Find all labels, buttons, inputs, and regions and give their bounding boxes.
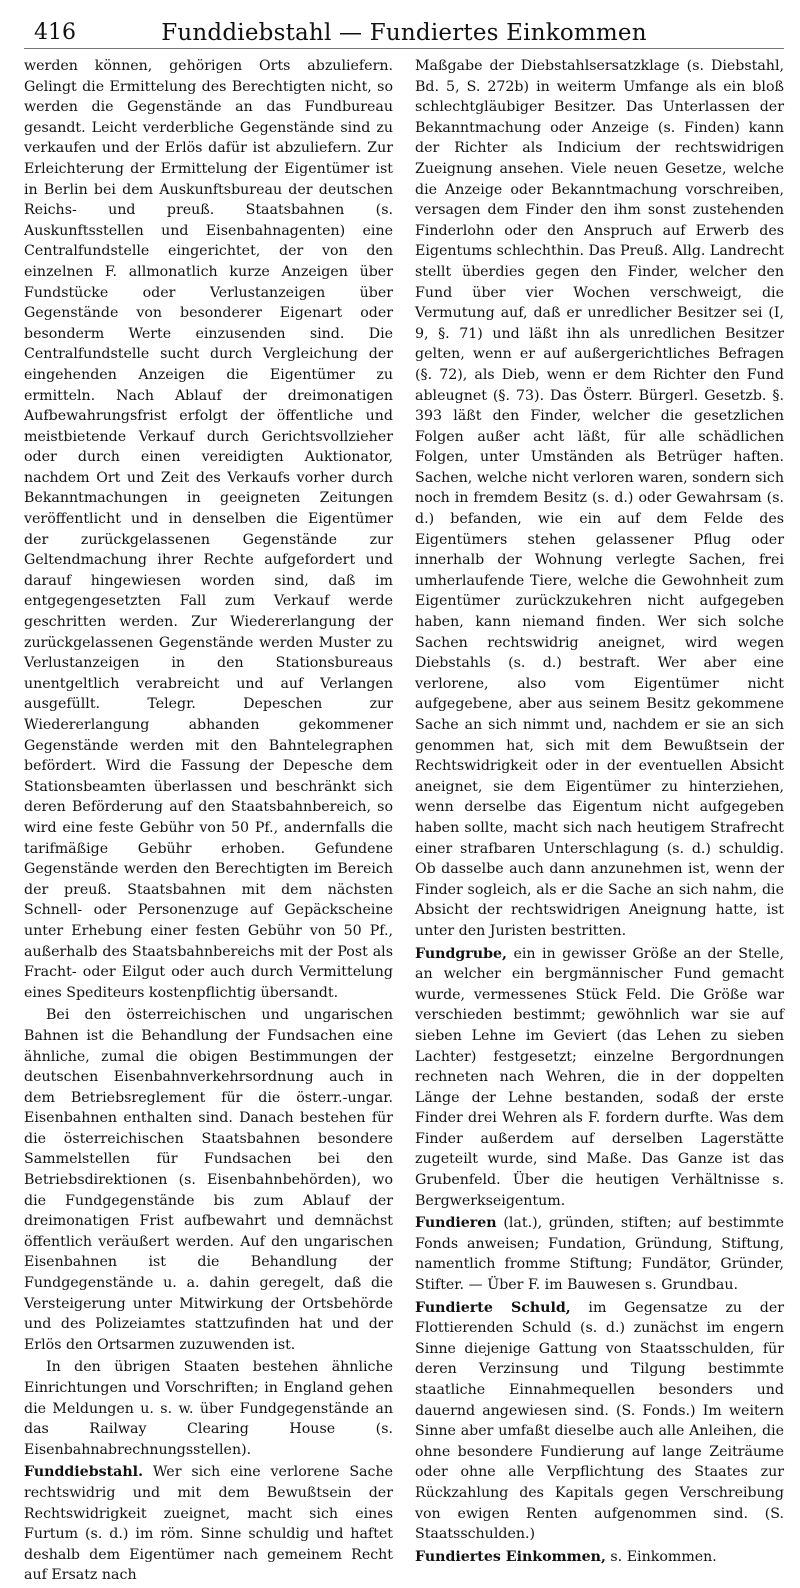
page-header [24, 8, 784, 49]
entry-fundiertes-einkommen [415, 1547, 784, 1568]
entry-title-fundgrube: Fundgrube, [415, 945, 507, 962]
paragraph-austria-hungary: Bei den österreichischen und ungarischen Bahnen ist die Behandlung der Fundsachen eine ähnliche, zumal die obigen Bestimmungen der deutschen Eisenbahnverkehrsordnung auch in dem Betriebsreglement für die österr.-ungar. Eisenbahnen enthalten sind. Danach bestehen für die österreichischen Staatsbahnen besondere Sammelstellen für Fundsachen bei den Betriebsdirektionen (s. Eisenbahnbehörden), wo die Fundgegenstände bis zum Ablauf der dreimonatigen Frist aufbewahrt und demnächst öffentlich veräußert werden. Auf den ungarischen Eisenbahnen ist die Behandlung der Fundgegenstände u. a. dahin geregelt, daß die Versteigerung unter Mitwirkung der Ortsbehörde und des Polizeiamtes stattzufinden hat und der Erlös den Ortsarmen zuzuwenden ist. [24, 1007, 393, 1353]
right-column [415, 56, 784, 1588]
entry-text-fundgrube: ein in gewisser Größe an der Stelle, an welcher ein bergmännischer Fund gemacht wurde, vermessenes Stück Feld. Die Größe war verschieden bestimmt; gewöhnlich war sie auf sieben Lehne im Geviert (das Lehen zu sieben Lachter) festgesetzt; einzelne Bergordnungen rechneten nach Wehren, die in der doppelten Länge der Lehne bestanden, sodaß der erste Finder drei Wehren als F. fordern durfte. Was dem Finder außerdem auf derselben Lagerstätte zugeteilt wurde, sind Maße. Das Ganze ist das Grubenfeld. Über die heutigen Verhältnisse s. Bergwerkseigentum. [415, 945, 784, 1209]
entry-text-fundiertes-einkommen: s. Einkommen. [605, 1548, 717, 1565]
entry-text-fundierte-schuld: im Gegensatze zu der Flottierenden Schuld (s. d.) zunächst im engern Sinne diejenige Gattung von Staatsschulden, für deren Verzinsung und Tilgung bestimmte staatliche Einnahmequellen besonders und dauernd angewiesen sind. (S. Fonds.) Im weitern Sinne aber umfaßt dieselbe auch alle Anleihen, die ohne besondere Fundierung auf lange Zeiträume oder ohne alle Verpflichtung des Staates zur Rückzahlung des Kapitals gegen Verschreibung von ewigen Renten aufgenommen sind. (S. Staatsschulden.) [415, 1299, 785, 1543]
paragraph-other-states: In den übrigen Staaten bestehen ähnliche Einrichtungen und Vorschriften; in England gehen die Meldungen u. s. w. über Fundgegenstände an das Railway Clearing House (s. Eisenbahnabrechnungsstellen). [24, 1359, 393, 1458]
paragraph-funddiebstahl-continued: Maßgabe der Diebstahlsersatzklage (s. Diebstahl, Bd. 5, S. 272b) in weiterm Umfange als ein bloß schlechtgläubiger Besitzer. Das Unterlassen der Bekanntmachung oder Anzeige (s. Finden) kann der Richter als Indicium der rechtswidrigen Zueignung ansehen. Viele neuen Gesetze, welche die Anzeige oder Bekanntmachung vorschreiben, versagen dem Finder den ihm sonst zustehenden Finderlohn oder den Anspruch auf Erwerb des Eigentums schlechthin. Das Preuß. Allg. Landrecht stellt überdies gegen den Finder, welcher den Fund über vier Wochen verschweigt, die Vermutung auf, daß er unredlicher Besitzer sei (I, 9, §. 71) und läßt ihn als unredlichen Besitzer gelten, wenn er auf außergerichtliches Befragen (§. 72), als Dieb, wenn er dem Richter den Fund ableugnet (§. 73). Das Österr. Bürgerl. Gesetzb. §. 393 läßt den Finder, welcher die gesetzlichen Folgen außer acht läßt, für alle schädlichen Folgen, unter Umständen als Betrüger haften. Sachen, welche nicht verloren waren, sondern sich noch in fremdem Besitz (s. d.) oder Gewahrsam (s. d.) befanden, wie ein auf dem Felde des Eigentümers stehen gelassener Pflug oder innerhalb der Wohnung verlegte Sachen, frei umherlaufende Tiere, welche die Gewohnheit zum Eigentümer zurückzukehren nicht aufgegeben haben, kann niemand finden. Wer sich solche Sachen rechtswidrig aneignet, wird wegen Diebstahls (s. d.) bestraft. Wer aber eine verlorene, also vom Eigentümer nicht aufgegebene, aber aus seinem Besitz gekommene Sache an sich nimmt und, nachdem er sie an sich genommen hat, sich mit dem Bewußtsein der Rechtswidrigkeit oder in der eventuellen Absicht aneignet, sie dem Eigentümer zu hinterziehen, wenn derselbe das Eigentum nicht aufgegeben haben sollte, macht sich nach heutigem Strafrecht einer strafbaren Unterschlagung (s. d.) schuldig. Ob dasselbe auch dann anzunehmen ist, wenn der Finder sogleich, als er die Sache an sich nahm, die Absicht der rechtswidrigen Aneignung hatte, ist unter den Juristen bestritten. [415, 58, 784, 939]
entry-title-funddiebstahl: Funddiebstahl. [24, 1464, 144, 1481]
page-title: Funddiebstahl — Fundiertes Einkommen [161, 20, 647, 46]
entry-text-funddiebstahl: Wer sich eine verlorene Sache rechtswidrig und mit dem Bewußtsein der Rechtswidrigkeit zueignet, macht sich eines Furtum (s. d.) im röm. Sinne schuldig und haftet deshalb dem Eigentümer nach gemeinem Recht auf Ersatz nach [24, 1464, 393, 1584]
entry-fundgrube [415, 944, 784, 1212]
left-column [24, 56, 393, 1588]
text-columns [24, 56, 785, 1584]
entry-fundieren [415, 1213, 784, 1295]
entry-title-fundieren: Fundieren [415, 1215, 497, 1232]
page-number: 416 [34, 20, 76, 45]
entry-title-fundierte-schuld: Fundierte Schuld, [415, 1299, 571, 1316]
paragraph-fundbureau: werden können, gehörigen Orts abzuliefern. Gelingt die Ermittelung des Berechtigten nicht, so werden die Gegenstände an das Fundbureau gesandt. Leicht verderbliche Gegenstände sind zu verkaufen und der Erlös dafür ist abzuliefern. Zur Erleichterung der Ermittelung der Eigentümer ist in Berlin bei dem Auskunftsbureau der deutschen Reichs- und preuß. Staatsbahnen (s. Auskunftsstellen und Eisenbahnagenten) eine Centralfundstelle eingerichtet, der von den einzelnen F. allmonatlich kurze Anzeigen über Fundstücke oder Verlustanzeigen über Gegenstände von besonderer Eigenart oder besonderm Werte einzusenden sind. Die Centralfundstelle sucht durch Vergleichung der eingehenden Anzeigen die Eigentümer zu ermitteln. Nach Ablauf der dreimonatigen Aufbewahrungsfrist erfolgt der öffentliche und meistbietende Verkauf durch Gerichtsvollzieher oder durch einen vereidigten Auktionator, nachdem Ort und Zeit des Verkaufs vorher durch Bekanntmachungen in geeigneten Zeitungen veröffentlicht und in denselben die Eigentümer der zurückgelassenen Gegenstände zur Geltendmachung ihrer Rechte aufgefordert und darauf hingewiesen worden sind, daß im entgegengesetzten Fall zum Verkauf werde geschritten werden. Zur Wiedererlangung der zurückgelassenen Gegenstände werden Muster zu Verlustanzeigen in den Stationsbureaus unentgeltlich verabreicht und auf Verlangen ausgefüllt. Telegr. Depeschen zur Wiedererlangung abhanden gekommener Gegenstände werden mit den Bahntelegraphen befördert. Wird die Fassung der Depesche dem Stationsbeamten überlassen und beschränkt sich deren Beförderung auf den Staatsbahnbereich, so wird eine feste Gebühr von 50 Pf., andernfalls die tarifmäßige Gebühr erhoben. Gefundene Gegenstände werden den Berechtigten im Bereich der preuß. Staatsbahnen mit dem nächsten Schnell- oder Personenzuge auf Gepäckscheine unter Erhebung einer festen Gebühr von 50 Pf., außerhalb des Staatsbahnbereichs mit der Post als Fracht- oder Eilgut oder auch durch Vermittelung eines Spediteurs kostenpflichtig übersandt. [24, 58, 393, 1001]
entry-funddiebstahl [24, 1462, 393, 1586]
entry-fundierte-schuld [415, 1298, 784, 1545]
entry-title-fundiertes-einkommen: Fundiertes Einkommen, [415, 1548, 606, 1565]
entry-text-fundieren: (lat.), gründen, stiften; auf bestimmte Fonds anweisen; Fundation, Gründung, Stiftung, namentlich fromme Stiftung; Fundätor, Gründer, Stifter. — Über F. im Bauwesen s. Grundbau. [415, 1215, 784, 1294]
